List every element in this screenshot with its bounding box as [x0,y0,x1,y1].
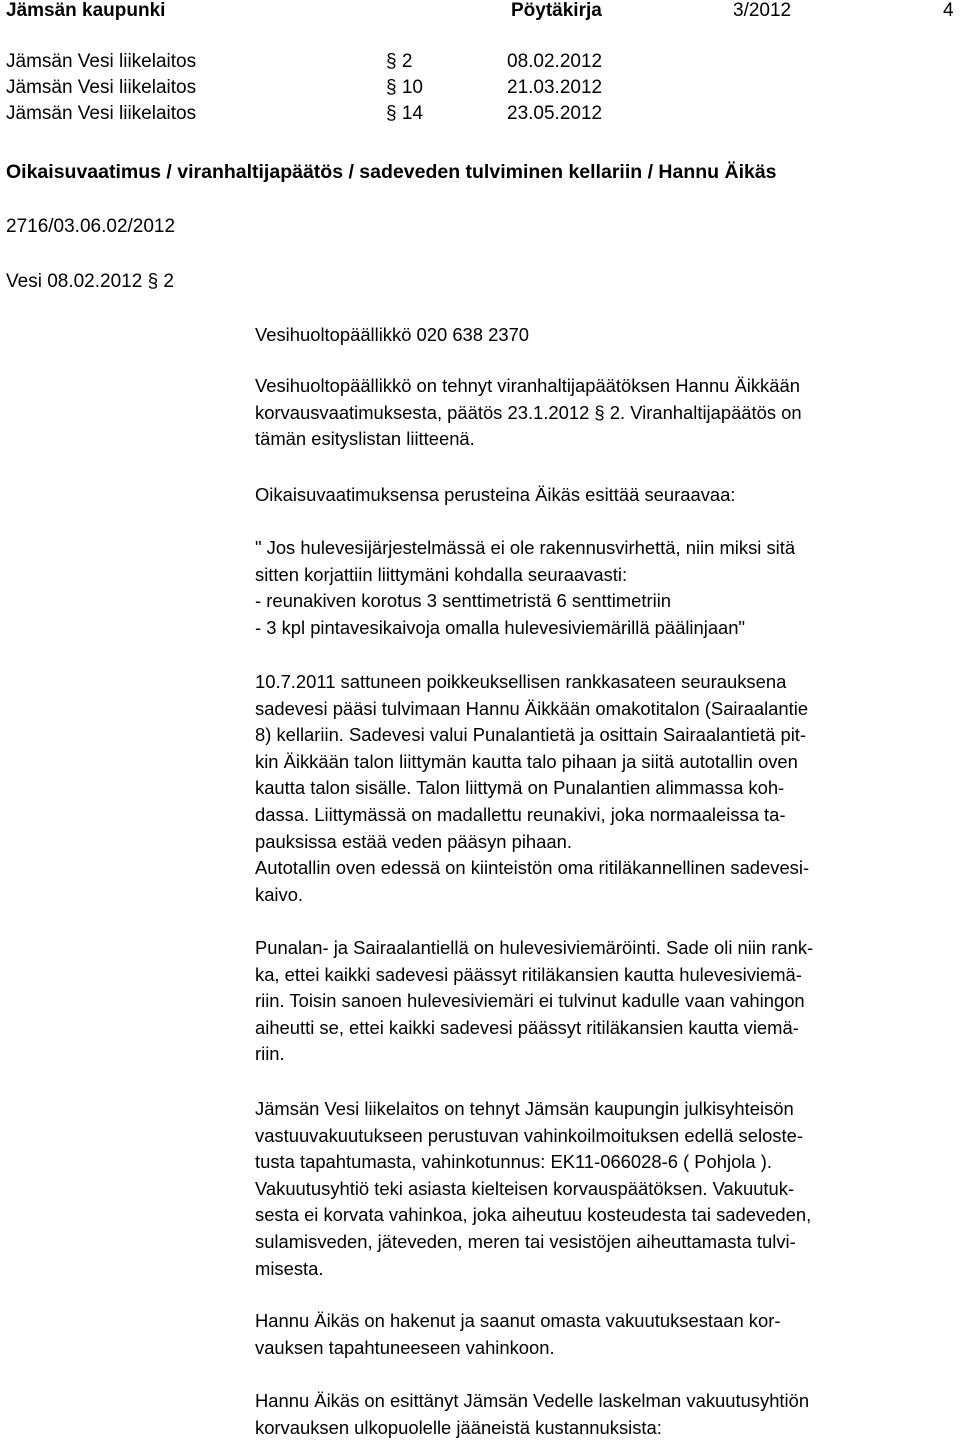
paragraph-line: " Jos hulevesijärjestelmässä ei ole rakennusvirhettä, niin miksi sitä [255,537,796,558]
paragraph-event [255,669,955,908]
paragraph-line: kautta talon sisälle. Talon liittymä on Punalantien alimmassa koh- [255,777,785,799]
paragraph-line: riin. Toisin sanoen hulevesiviemäri ei tulvinut kadulle vaan vahingon [255,990,805,1012]
reference-name: Jämsän Vesi liikelaitos [6,103,197,124]
header-page-number: 4 [943,0,954,21]
reference-date: 23.05.2012 [507,103,603,124]
paragraph-line: Vakuutusyhtiö teki asiasta kielteisen korvauspäätöksen. Vakuutuk- [255,1177,795,1199]
reference-section: § 2 [386,51,413,72]
paragraph-calculation [255,1388,955,1441]
preparer-line: Vesihuoltopäällikkö 020 638 2370 [255,324,530,345]
paragraph-line: kaivo. [255,883,304,905]
paragraph-line: Punalan- ja Sairaalantiellä on hulevesiviemäröinti. Sade oli niin rank- [255,937,814,958]
paragraph-line: - 3 kpl pintavesikaivoja omalla hulevesiviemärillä päälinjaan" [255,616,746,638]
reference-name: Jämsän Vesi liikelaitos [6,77,197,98]
document-title: Oikaisuvaatimus / viranhaltijapäätös / sadeveden tulviminen kellariin / Hannu Äikäs [6,161,777,183]
paragraph-quote [255,535,955,641]
paragraph-line: riin. [255,1043,285,1065]
paragraph-line: korvauksen ulkopuolelle jääneistä kustannuksista: [255,1416,662,1438]
paragraph-line: - reunakiven korotus 3 senttimetristä 6 senttimetriin [255,590,672,612]
paragraph-line: Hannu Äikäs on esittänyt Jämsän Vedelle laskelman vakuutusyhtiön [255,1390,810,1411]
paragraph-grounds-intro [255,482,955,509]
paragraph-line: sadevesi pääsi tulvimaan Hannu Äikkään omakotitalon (Sairaalantie [255,697,809,719]
reference-name: Jämsän Vesi liikelaitos [6,51,197,72]
paragraph-decision [255,373,955,453]
paragraph-insurance [255,1096,955,1282]
paragraph-line: sulamisveden, jäteveden, meren tai vesistöjen aiheuttamasta tulvi- [255,1230,796,1252]
paragraph-line: korvausvaatimuksesta, päätös 23.1.2012 § 2. Viranhaltijapäätös on [255,401,802,423]
paragraph-line: 10.7.2011 sattuneen poikkeuksellisen rankkasateen seurauksena [255,671,787,692]
paragraph-own-insurance [255,1308,955,1361]
paragraph-line: sitten korjattiin liittymäni kohdalla seuraavasti: [255,563,628,585]
paragraph-line: aiheutti se, ettei kaikki sadevesi päässyt ritiläkansien kautta viemä- [255,1016,799,1038]
paragraph-line: Jämsän Vesi liikelaitos on tehnyt Jämsän kaupungin julkisyhteisön [255,1098,794,1119]
paragraph-line: vastuuvakuutukseen perustuvan vahinkoilmoituksen edellä seloste- [255,1124,803,1146]
paragraph-line: Hannu Äikäs on hakenut ja saanut omasta vakuutuksestaan kor- [255,1310,781,1331]
reference-date: 08.02.2012 [507,51,603,72]
paragraph-line: pauksissa estää veden pääsyn pihaan. [255,830,572,852]
paragraph-drainage [255,935,955,1068]
paragraph-line: tämän esityslistan liitteenä. [255,428,475,450]
paragraph-line: vauksen tapahtuneeseen vahinkoon. [255,1336,555,1358]
paragraph-line: tusta tapahtumasta, vahinkotunnus: EK11-066028-6 ( Pohjola ). [255,1151,772,1173]
paragraph-line: kin Äikkään talon liittymän kautta talo pihaan ja siitä autotallin oven [255,750,798,772]
paragraph-line: Oikaisuvaatimuksensa perusteina Äikäs esittää seuraavaa: [255,484,736,505]
paragraph-line: Vesihuoltopäällikkö on tehnyt viranhaltijapäätöksen Hannu Äikkään [255,375,800,396]
paragraph-line: dassa. Liittymässä on madallettu reunakivi, joka normaaleissa ta- [255,803,786,825]
paragraph-line: ka, ettei kaikki sadevesi päässyt ritiläkansien kautta hulevesiviemä- [255,963,802,985]
header-org: Jämsän kaupunki [6,0,166,21]
reference-section: § 10 [386,77,423,98]
header-doc-type: Pöytäkirja [511,0,602,21]
reference-section: § 14 [386,103,423,124]
diary-number: 2716/03.06.02/2012 [6,216,176,237]
reference-date: 21.03.2012 [507,77,603,98]
paragraph-line: 8) kellariin. Sadevesi valui Punalantietä ja osittain Sairaalantietä pit- [255,724,807,746]
header-doc-number: 3/2012 [733,0,792,21]
paragraph-line: misesta. [255,1257,324,1279]
paragraph-line: sesta ei korvata vahinkoa, joka aiheutuu kosteudesta tai sadeveden, [255,1204,812,1226]
section-reference: Vesi 08.02.2012 § 2 [6,271,174,292]
paragraph-line: Autotallin oven edessä on kiinteistön oma ritiläkannellinen sadevesi- [255,857,810,879]
